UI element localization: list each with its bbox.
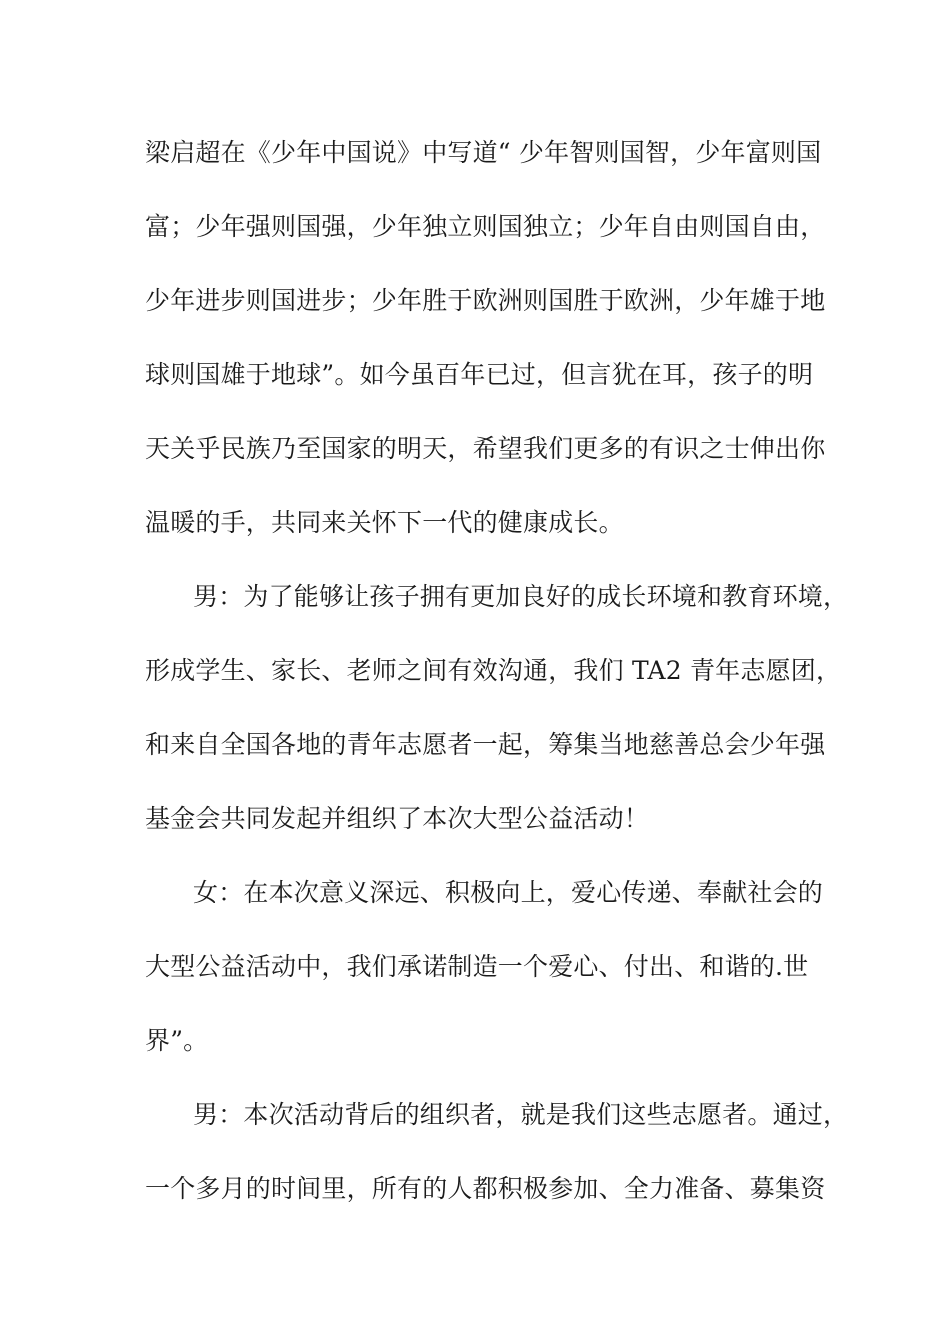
text-line: 形成学生、家长、老师之间有效沟通，我们 TA2 青年志愿团， — [145, 656, 842, 685]
text-line: 界”。 — [145, 1026, 209, 1055]
text-line: 天关乎民族乃至国家的明天，希望我们更多的有识之士伸出你 — [145, 434, 826, 463]
text-line: 基金会共同发起并组织了本次大型公益活动！ — [145, 804, 650, 833]
text-line: 大型公益活动中，我们承诺制造一个爱心、付出、和谐的.世 — [145, 952, 809, 981]
paragraph-first-line: 男：为了能够让孩子拥有更加良好的成长环境和教育环境， — [193, 582, 849, 611]
paragraph-first-line: 女：在本次意义深远、积极向上，爱心传递、奉献社会的 — [193, 878, 824, 907]
text-line: 富；少年强则国强，少年独立则国独立；少年自由则国自由， — [145, 212, 826, 241]
text-line: 温暖的手，共同来关怀下一代的健康成长。 — [145, 508, 624, 537]
text-line: 和来自全国各地的青年志愿者一起，筹集当地慈善总会少年强 — [145, 730, 826, 759]
text-line: 梁启超在《少年中国说》中写道“ 少年智则国智，少年富则国 — [145, 138, 822, 167]
paragraph-first-line: 男：本次活动背后的组织者，就是我们这些志愿者。通过， — [193, 1100, 849, 1129]
text-line: 少年进步则国进步；少年胜于欧洲则国胜于欧洲，少年雄于地 — [145, 286, 826, 315]
text-line: 一个多月的时间里，所有的人都积极参加、全力准备、募集资 — [145, 1174, 826, 1203]
text-line: 球则国雄于地球”。如今虽百年已过，但言犹在耳，孩子的明 — [145, 360, 814, 389]
